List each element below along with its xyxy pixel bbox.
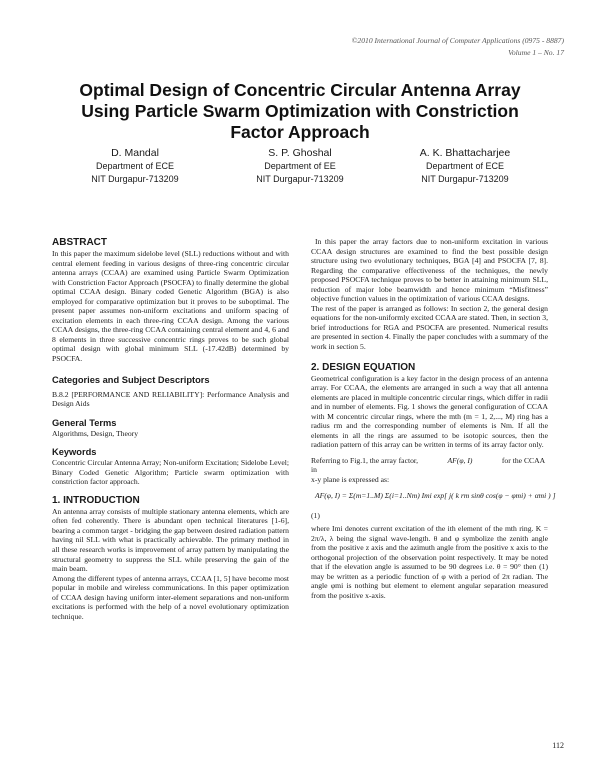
- equation-1: [311, 485, 556, 511]
- author-department: Department of EE: [264, 161, 336, 171]
- introduction-paragraph: Among the different types of antenna arrays, CCAA [1, 5] have become most popular in mobile and wireless communications. In this paper optimization of CCAA design having uniform inter-element separations and non-uniform excitations is performed with the help of a novel evolutionary optimization technique.: [52, 573, 289, 621]
- intro-continued-paragraph: In this paper the array factors due to non-uniform excitation in various CCAA design structures are examined to find the best possible design structure using two evolutionary techniques, BGA [4] and PSOCFA [7, 8]. Regarding the comparative effectiveness of the techniques, the newly proposed PSOCFA technique proves to be better in attaining minimum SLL, reduction of major lobe beamwidth and hence minimum “Misfitness” objective function values in the optimization of various CCAA designs.: [311, 237, 548, 304]
- journal-citation: ©2010 International Journal of Computer Applications (0975 - 8887): [351, 36, 564, 45]
- array-factor-intro: [311, 456, 548, 475]
- keywords-heading: Keywords: [52, 447, 97, 458]
- abstract-heading: ABSTRACT: [52, 237, 107, 248]
- array-factor-lead: Referring to Fig.1, the array factor,: [311, 455, 419, 465]
- equation-formula: AF(φ, I) = Σ(m=1..M) Σ(i=1..Nm) Imi exp[ j( k rm sinθ cos(φ − φmi) + αmi ) ]: [315, 490, 556, 500]
- general-terms-text: Algorithms, Design, Theory: [52, 428, 139, 438]
- keywords-text: Concentric Circular Antenna Array; Non-uniform Excitation; Sidelobe Level; Binary Coded Genetic Algorithm; Particle swarm optimization with constriction factor approach.: [52, 458, 290, 487]
- author-affiliation: NIT Durgapur-713209: [421, 174, 509, 184]
- categories-heading: Categories and Subject Descriptors: [52, 374, 210, 385]
- right-column: [311, 237, 556, 601]
- volume-number: Volume 1 – No. 17: [508, 48, 564, 57]
- intro-continued-paragraph: The rest of the paper is arranged as follows: In section 2, the general design equations for the non-uniformly excited CCAA are stated. Then, in section 3, brief introductions for RGA and PSOCFA are presented. Numerical results are presented in section 4. Finally the paper concludes with a summary of the work in section 5.: [311, 303, 548, 352]
- title-line-2: Using Particle Swarm Optimization with Constriction: [81, 101, 519, 121]
- title-line-3: Factor Approach: [230, 122, 370, 142]
- author-block: [380, 147, 550, 186]
- author-department: Department of ECE: [425, 161, 505, 171]
- general-terms-heading: General Terms: [52, 417, 117, 428]
- array-factor-plane: x-y plane is expressed as:: [311, 475, 390, 485]
- equation-number: (1): [311, 510, 320, 520]
- author-block: [50, 147, 220, 186]
- author-name: A. K. Bhattacharjee: [419, 147, 511, 159]
- author-affiliation: NIT Durgapur-713209: [256, 174, 344, 184]
- author-department: Department of ECE: [95, 161, 175, 171]
- array-factor-symbol: AF(φ, I): [447, 455, 473, 465]
- author-name: S. P. Ghoshal: [268, 147, 332, 159]
- abstract-text: In this paper the maximum sidelobe level (SLL) reductions without and with central element feeding in various designs of three-ring concentric circular antenna arrays (CCAA) are examined using Particle Swarm Optimization with Constriction Factor Approach (PSOCFA) to finally determine the global optimal CCAA design. Binary coded Genetic Algorithm (BGA) is also employed for comparative optimization but it proves to be suboptimal. The present paper assumes non-uniform excitations and uniform spacing of excitation elements in each three-ring CCAA design. Among the various CCAA designs, the three-ring CCAA containing central element and 4, 6 and 8 elements in three successive concentric rings proves to be such global optimal design with global minimum SLL (-17.42dB) determined by PSOCFA.: [52, 249, 289, 364]
- introduction-heading: 1. INTRODUCTION: [52, 494, 140, 506]
- author-name: D. Mandal: [111, 147, 159, 159]
- left-column: [52, 237, 289, 621]
- author-block: [215, 147, 385, 186]
- page-number: 112: [552, 741, 564, 750]
- design-equation-paragraph: Geometrical configuration is a key factor in the design process of an antenna array. For CCAA, the elements are arranged in such a way that all antenna elements are placed in multiple concentric circular rings, which differ in radii and in number of elements. Fig. 1 shows the general configuration of CCAA with M concentric circular rings, where the mth (m = 1, 2,..., M) ring has a radius rm and the corresponding number of elements is Nm. If all the elements in all the rings are assumed to be isotopic sources, then the radiation pattern of this array can be written in terms of its array factor only.: [311, 373, 548, 450]
- design-equation-heading: 2. DESIGN EQUATION: [311, 361, 416, 373]
- introduction-paragraph: An antenna array consists of multiple stationary antenna elements, which are often fed coherently. There is abundant open technical literatures [1-6], bearing a common target - bridging the gap between desired radiation pattern having nil SLL with what is practically achievable. The primary method in all these research works is improvement of array pattern by manipulating the structural geometry to suppress the SLL while preserving the gain of the main beam.: [52, 506, 289, 574]
- author-affiliation: NIT Durgapur-713209: [91, 174, 179, 184]
- paper-title: [40, 80, 560, 143]
- categories-text: B.8.2 [PERFORMANCE AND RELIABILITY]: Performance Analysis and Design Aids: [52, 389, 289, 409]
- title-line-1: Optimal Design of Concentric Circular Antenna Array: [79, 80, 521, 100]
- design-equation-paragraph: where Imi denotes current excitation of the ith element of the mth ring. K = 2π/λ, λ being the signal wave-length. θ and φ symbolize the zenith angle from the positive z axis and the azimuth angle from the positive x axis to the orthogonal projection of the observation point respectively. It may be noted that if the elevation angle is assumed to be 90 degrees i.e. θ = 90° then (1) may be written as a periodic function of φ with a period of 2π radian. The angle φmi is nothing but element to element angular separation measured from the positive x-axis.: [311, 524, 548, 600]
- array-factor-tail: for the CCAA in: [311, 455, 545, 475]
